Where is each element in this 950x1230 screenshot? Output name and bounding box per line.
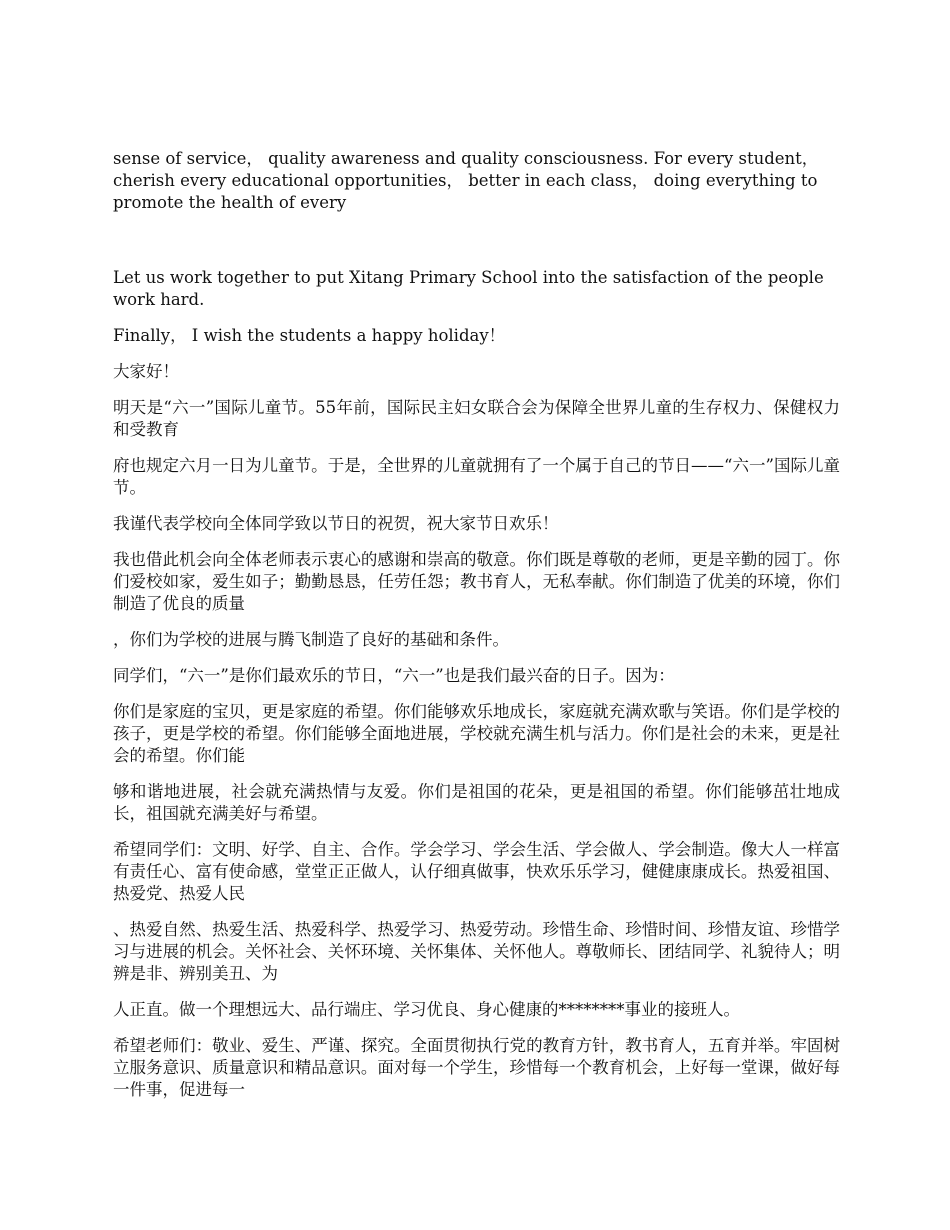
paragraph-work-together: Let us work together to put Xitang Primary School into the satisfaction of the people work hard. bbox=[113, 268, 824, 309]
paragraph-gap bbox=[113, 311, 840, 325]
paragraph-gap bbox=[113, 985, 840, 999]
paragraph-school-development: ，你们为学校的进展与腾飞制造了良好的基础和条件。 bbox=[113, 630, 509, 649]
paragraph-gap bbox=[113, 347, 840, 361]
paragraph-love-nature: 、热爱自然、热爱生活、热爱科学、热爱学习、热爱劳动。珍惜生命、珍惜时间、珍惜友谊、珍惜学习与进展的机会。关怀社会、关怀环境、关怀集体、关怀他人。尊敬师长、团结同学、礼貌待人；明辨是非、辨别美丑、为 bbox=[113, 920, 840, 983]
paragraph-childrens-day-intro: 明天是“六一”国际儿童节。55年前，国际民主妇女联合会为保障全世界儿童的生存权力、保健权力和受教育 bbox=[113, 398, 840, 439]
paragraph-successor: 人正直。做一个理想远大、品行端庄、学习优良、身心健康的********事业的接班人。 bbox=[113, 1000, 740, 1019]
paragraph-gap bbox=[113, 905, 840, 919]
paragraph-gap bbox=[113, 651, 840, 665]
paragraph-gap bbox=[113, 825, 840, 839]
paragraph-happy-holiday: Finally， I wish the students a happy holiday！ bbox=[113, 326, 506, 345]
paragraph-gap bbox=[113, 687, 840, 701]
paragraph-teacher-hopes: 希望老师们：敬业、爱生、严谨、探究。全面贯彻执行党的教育方针，教书育人，五育并举。牢固树立服务意识、质量意识和精品意识。面对每一个学生，珍惜每一个教育机会，上好每一堂课，做好每一件事，促进每一 bbox=[113, 1036, 840, 1099]
paragraph-congratulations: 我谨代表学校向全体同学致以节日的祝贺，祝大家节日欢乐！ bbox=[113, 514, 559, 533]
paragraph-gap bbox=[113, 1021, 840, 1035]
paragraph-gap bbox=[113, 214, 840, 267]
paragraph-society-hope: 够和谐地进展，社会就充满热情与友爱。你们是祖国的花朵，更是祖国的希望。你们能够茁壮地成长，祖国就充满美好与希望。 bbox=[113, 782, 840, 823]
paragraph-gap bbox=[113, 383, 840, 397]
paragraph-family-hope: 你们是家庭的宝贝，更是家庭的希望。你们能够欢乐地成长，家庭就充满欢歌与笑语。你们是学校的孩子，更是学校的希望。你们能够全面地进展，学校就充满生机与活力。你们是社会的未来，更是社会的希望。你们能 bbox=[113, 702, 840, 765]
paragraph-gap bbox=[113, 441, 840, 455]
paragraph-greeting: 大家好！ bbox=[113, 362, 179, 381]
document-page bbox=[113, 148, 840, 1101]
paragraph-gap bbox=[113, 615, 840, 629]
paragraph-june-first: 府也规定六月一日为儿童节。于是，全世界的儿童就拥有了一个属于自己的节日——“六一”国际儿童节。 bbox=[113, 456, 840, 497]
paragraph-gap bbox=[113, 499, 840, 513]
paragraph-thanks-teachers: 我也借此机会向全体老师表示衷心的感谢和崇高的敬意。你们既是尊敬的老师，更是辛勤的园丁。你们爱校如家，爱生如子；勤勤恳恳，任劳任怨；教书育人，无私奉献。你们制造了优美的环境，你们制造了优良的质量 bbox=[113, 550, 840, 613]
paragraph-service-awareness: sense of service， quality awareness and quality consciousness. For every student，cherish every educational opportunities， better in each class， doing everything to promote the health of every bbox=[113, 149, 819, 212]
paragraph-gap bbox=[113, 535, 840, 549]
paragraph-happiest-day: 同学们，“六一”是你们最欢乐的节日，“六一”也是我们最兴奋的日子。因为： bbox=[113, 666, 675, 685]
paragraph-gap bbox=[113, 767, 840, 781]
paragraph-student-hopes: 希望同学们：文明、好学、自主、合作。学会学习、学会生活、学会做人、学会制造。像大人一样富有责任心、富有使命感，堂堂正正做人，认仔细真做事，快欢乐乐学习，健健康康成长。热爱祖国、热爱党、热爱人民 bbox=[113, 840, 840, 903]
